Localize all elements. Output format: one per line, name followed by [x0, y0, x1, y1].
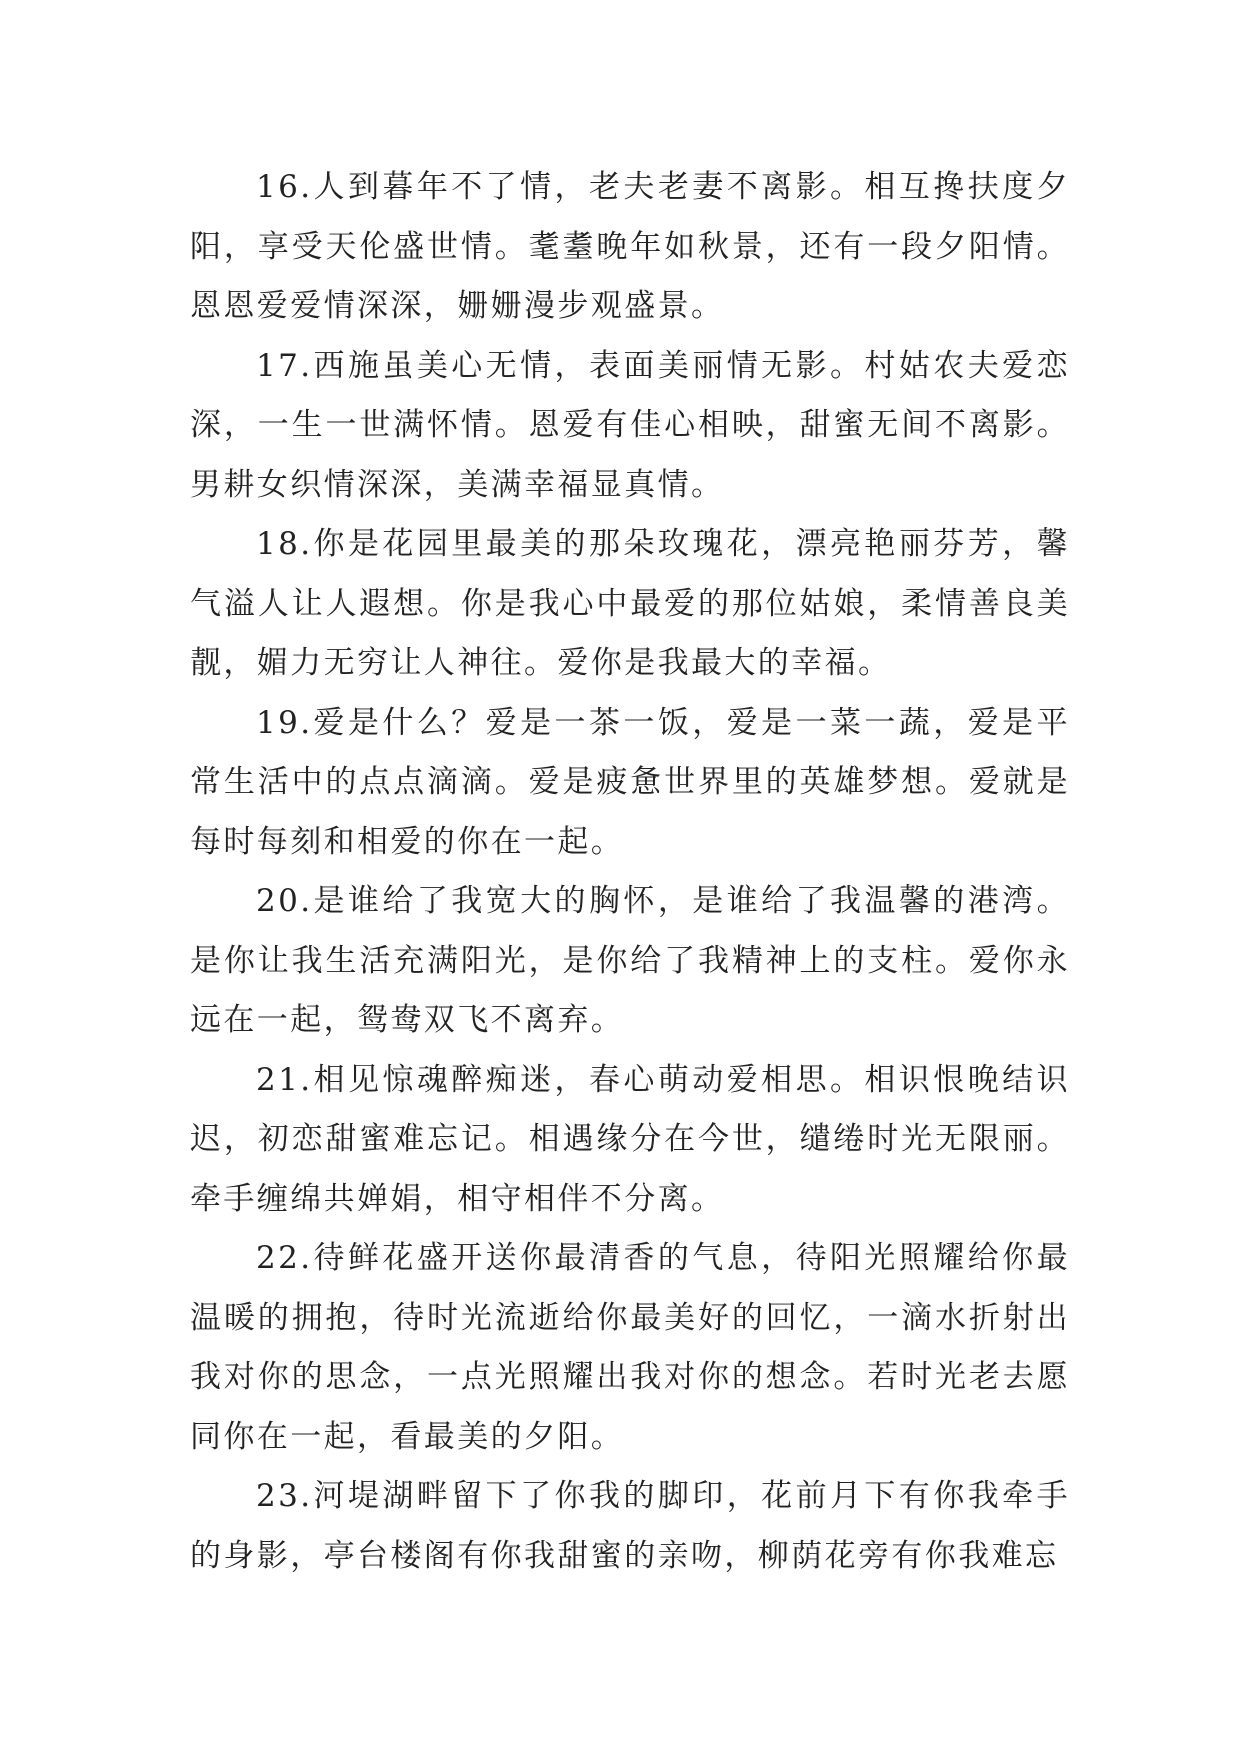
paragraph-21: 21.相见惊魂醉痴迷，春心萌动爱相思。相识恨晚结识迟，初恋甜蜜难忘记。相遇缘分在今世，缱绻时光无限丽。牵手缠绵共婵娟，相守相伴不分离。 — [190, 1061, 1070, 1217]
document-body — [190, 158, 1070, 1586]
paragraph-17: 17.西施虽美心无情，表面美丽情无影。村姑农夫爱恋深，一生一世满怀情。恩爱有佳心相映，甜蜜无间不离影。男耕女织情深深，美满幸福显真情。 — [190, 347, 1070, 503]
paragraph-19: 19.爱是什么？爱是一茶一饭，爱是一菜一蔬，爱是平常生活中的点点滴滴。爱是疲惫世界里的英雄梦想。爱就是每时每刻和相爱的你在一起。 — [190, 704, 1070, 860]
paragraph-16: 16.人到暮年不了情，老夫老妻不离影。相互搀扶度夕阳，享受天伦盛世情。耄耋晚年如秋景，还有一段夕阳情。恩恩爱爱情深深，姗姗漫步观盛景。 — [190, 169, 1070, 324]
paragraph-22: 22.待鲜花盛开送你最清香的气息，待阳光照耀给你最温暖的拥抱，待时光流逝给你最美好的回忆，一滴水折射出我对你的思念，一点光照耀出我对你的想念。若时光老去愿同你在一起，看最美的夕阳。 — [190, 1240, 1070, 1455]
paragraph-18: 18.你是花园里最美的那朵玫瑰花，漂亮艳丽芬芳，馨气溢人让人遐想。你是我心中最爱的那位姑娘，柔情善良美靓，媚力无穷让人神往。爱你是我最大的幸福。 — [190, 526, 1070, 681]
paragraph-20: 20.是谁给了我宽大的胸怀，是谁给了我温馨的港湾。是你让我生活充满阳光，是你给了我精神上的支柱。爱你永远在一起，鸳鸯双飞不离弃。 — [190, 883, 1070, 1038]
paragraph-23: 23.河堤湖畔留下了你我的脚印，花前月下有你我牵手的身影，亭台楼阁有你我甜蜜的亲吻，柳荫花旁有你我难忘 — [190, 1478, 1070, 1574]
